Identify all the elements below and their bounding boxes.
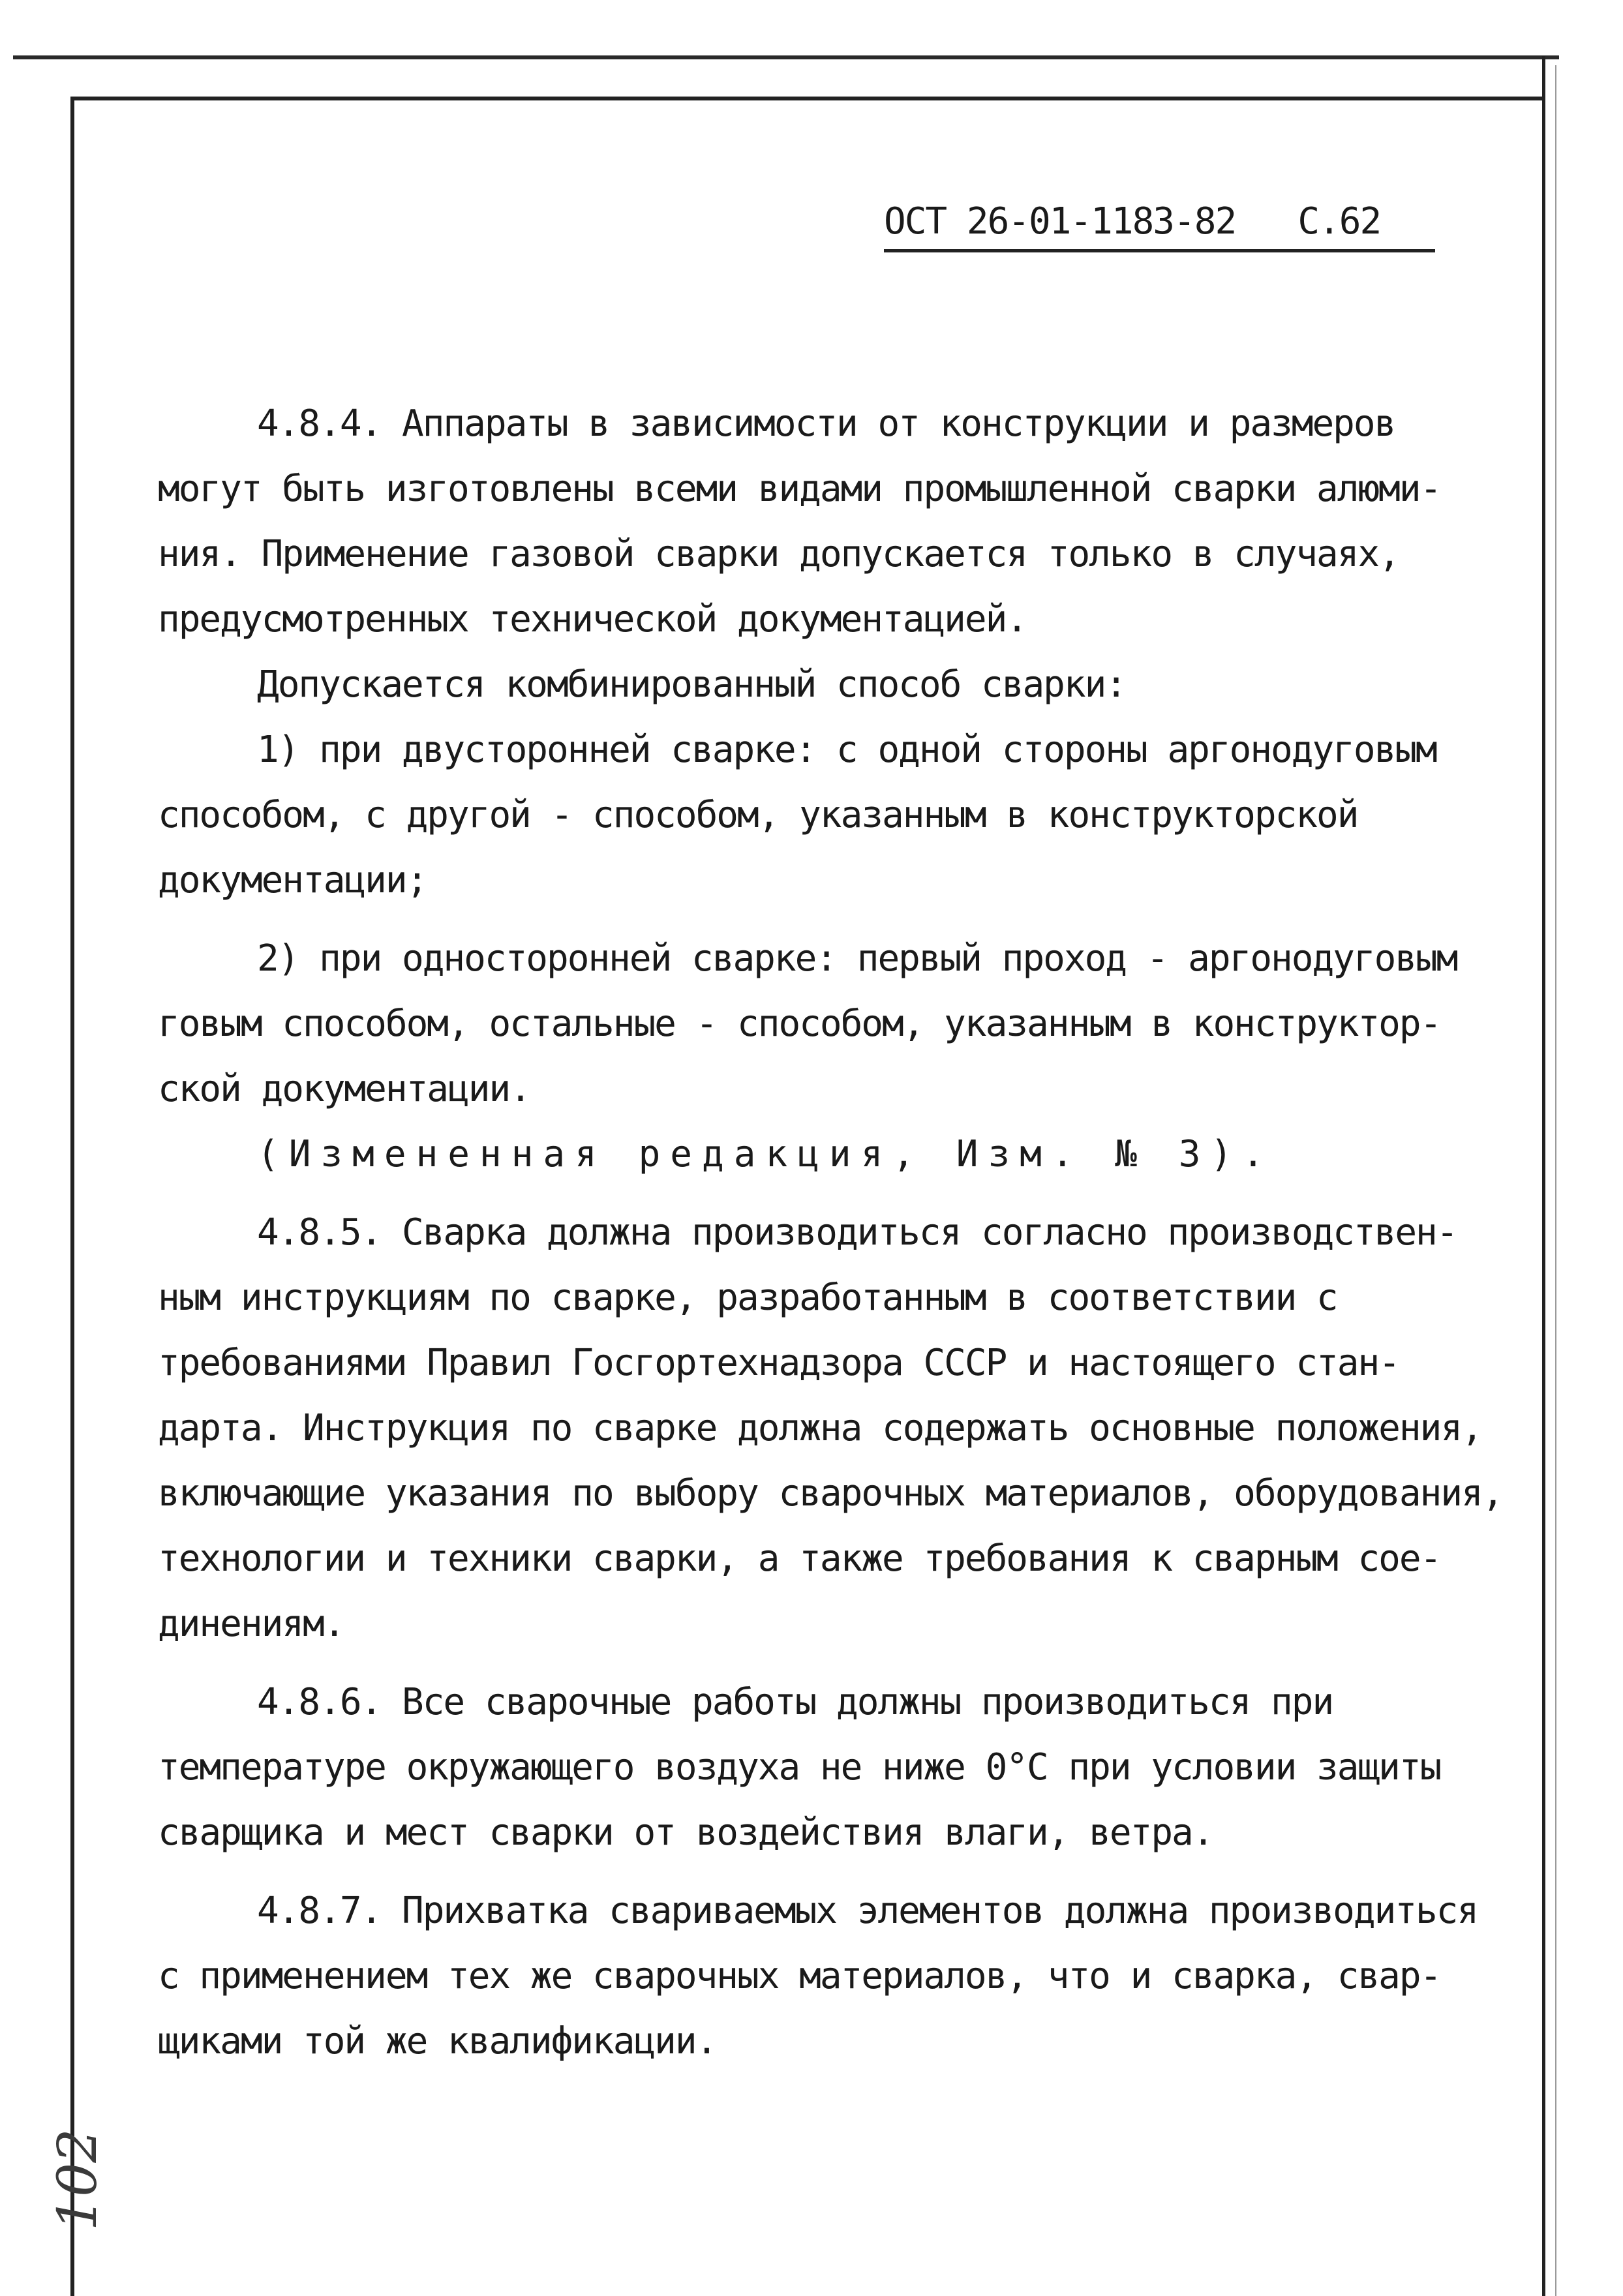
text-line: говым способом, остальные - способом, указанным в конструктор- <box>158 1003 1441 1045</box>
text-line: Допускается комбинированный способ сварки: <box>257 663 1127 706</box>
handwritten-margin-number: 102 <box>47 2128 109 2231</box>
paragraph-4-8-7 <box>158 1879 1482 2074</box>
amendment-text: (Измененная редакция, Изм. № 3). <box>257 1133 1274 1175</box>
page-number: С.62 <box>1297 200 1381 243</box>
text-line: ным инструкциям по сварке, разработанным в соответствии с <box>158 1276 1337 1319</box>
standard-designation: ОСТ 26-01-1183-82 <box>884 200 1236 243</box>
paragraph-4-8-4 <box>158 391 1482 652</box>
frame-top-border <box>73 97 1545 100</box>
list-item-1 <box>158 718 1482 913</box>
list-item-2 <box>158 926 1482 1122</box>
amendment-note <box>158 1122 1482 1187</box>
page-header <box>884 196 1432 248</box>
text-line: динениям. <box>158 1603 344 1645</box>
text-line: дарта. Инструкция по сварке должна содержать основные положения, <box>158 1407 1482 1449</box>
header-underline <box>884 249 1435 252</box>
paragraph-4-8-6 <box>158 1670 1482 1865</box>
text-line: ния. Применение газовой сварки допускается только в случаях, <box>158 533 1399 575</box>
text-line: щиками той же квалификации. <box>158 2020 717 2062</box>
text-line: предусмотренных технической документацией. <box>158 598 1027 641</box>
text-line: требованиями Правил Госгортехнадзора СССР и настоящего стан- <box>158 1342 1399 1384</box>
frame-left-border <box>70 97 74 2296</box>
text-line: могут быть изготовлены всеми видами промышленной сварки алюми- <box>158 468 1441 510</box>
text-line: с применением тех же сварочных материалов, что и сварка, свар- <box>158 1955 1441 1997</box>
text-line: ской документации. <box>158 1068 530 1110</box>
text-line: технологии и техники сварки, а также требования к сварным сое- <box>158 1537 1441 1580</box>
text-line: 4.8.7. Прихватка свариваемых элементов должна производиться <box>257 1890 1478 1932</box>
frame-right-border <box>1542 56 1545 2296</box>
frame-right-outer-border <box>1555 65 1556 2296</box>
text-line: сварщика и мест сварки от воздействия влаги, ветра. <box>158 1811 1213 1854</box>
text-line: документации; <box>158 859 427 901</box>
text-line: 4.8.5. Сварка должна производиться согласно производствен- <box>257 1211 1457 1254</box>
paragraph-4-8-5 <box>158 1200 1503 1657</box>
text-line: способом, с другой - способом, указанным в конструкторской <box>158 794 1358 836</box>
text-line: 1) при двусторонней сварке: с одной стороны аргонодуговым <box>257 729 1436 771</box>
text-line: 4.8.6. Все сварочные работы должны производиться при <box>257 1681 1333 1723</box>
text-line: 4.8.4. Аппараты в зависимости от конструкции и размеров <box>257 402 1395 445</box>
text-line: 2) при односторонней сварке: первый проход - аргонодуговым <box>257 937 1457 980</box>
page-top-rule <box>13 55 1559 59</box>
text-line: температуре окружающего воздуха не ниже 0°С при условии защиты <box>158 1746 1441 1789</box>
text-line: включающие указания по выбору сварочных материалов, оборудования, <box>158 1472 1503 1515</box>
paragraph-combined-method <box>158 652 1482 718</box>
